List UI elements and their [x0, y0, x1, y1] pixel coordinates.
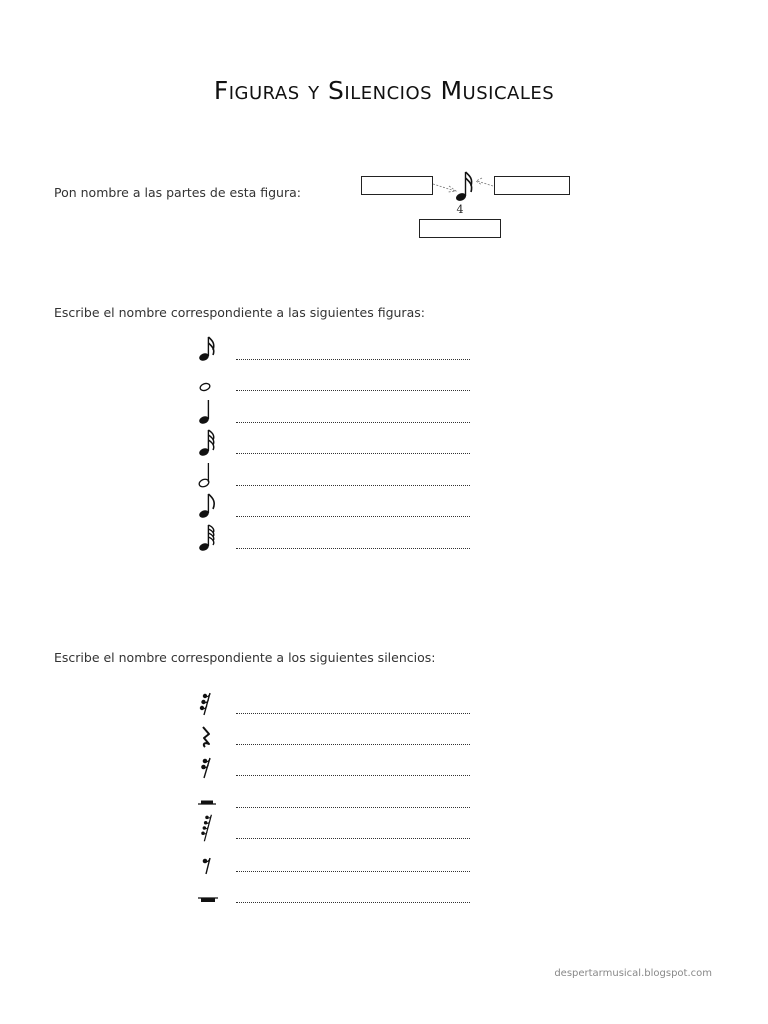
arrow-left [433, 184, 456, 192]
footer-url: despertarmusical.blogspot.com [554, 968, 712, 979]
answer-line[interactable] [236, 713, 470, 714]
arrow-right [476, 178, 493, 186]
eighth-rest-icon [190, 846, 224, 876]
figures-instruction: Escribe el nombre correspondiente a las siguientes figuras: [54, 305, 425, 320]
answer-line[interactable] [236, 516, 470, 517]
list-item [190, 491, 480, 521]
sixty-fourth-note-icon [190, 523, 224, 553]
answer-line[interactable] [236, 390, 470, 391]
thirty-second-note-icon [190, 428, 224, 458]
list-item [190, 460, 480, 490]
sixteenth-note-icon [455, 172, 472, 202]
answer-line[interactable] [236, 359, 470, 360]
answer-line[interactable] [236, 838, 470, 839]
answer-line[interactable] [236, 902, 470, 903]
sixteenth-note-icon [190, 334, 224, 364]
list-item [190, 877, 480, 907]
page-title: Figuras y Silencios Musicales [213, 76, 555, 105]
list-item [190, 750, 480, 780]
list-item [190, 782, 480, 812]
answer-line[interactable] [236, 744, 470, 745]
list-item [190, 397, 480, 427]
answer-line[interactable] [236, 548, 470, 549]
whole-rest-icon [190, 877, 224, 907]
answer-line[interactable] [236, 422, 470, 423]
thirty-second-rest-icon [190, 688, 224, 718]
half-note-icon [190, 460, 224, 490]
answer-box-left[interactable] [361, 176, 433, 195]
list-item [190, 688, 480, 718]
parts-instruction: Pon nombre a las partes de esta figura: [54, 185, 301, 200]
quarter-rest-icon [190, 719, 224, 749]
rests-instruction: Escribe el nombre correspondiente a los siguientes silencios: [54, 650, 436, 665]
answer-line[interactable] [236, 485, 470, 486]
list-item [190, 523, 480, 553]
answer-box-right[interactable] [494, 176, 570, 195]
sixteenth-rest-icon [190, 750, 224, 780]
list-item [190, 813, 480, 843]
eighth-note-icon [190, 491, 224, 521]
list-item [190, 365, 480, 395]
figure-duration-label: 4 [456, 203, 464, 216]
answer-line[interactable] [236, 453, 470, 454]
whole-note-icon [190, 365, 224, 395]
quarter-note-icon [190, 397, 224, 427]
list-item [190, 719, 480, 749]
answer-box-bottom[interactable] [419, 219, 501, 238]
list-item [190, 334, 480, 364]
answer-line[interactable] [236, 871, 470, 872]
answer-line[interactable] [236, 775, 470, 776]
answer-line[interactable] [236, 807, 470, 808]
half-rest-icon [190, 782, 224, 812]
list-item [190, 846, 480, 876]
list-item [190, 428, 480, 458]
sixty-fourth-rest-icon [190, 813, 224, 843]
figure-parts-diagram [0, 0, 768, 260]
